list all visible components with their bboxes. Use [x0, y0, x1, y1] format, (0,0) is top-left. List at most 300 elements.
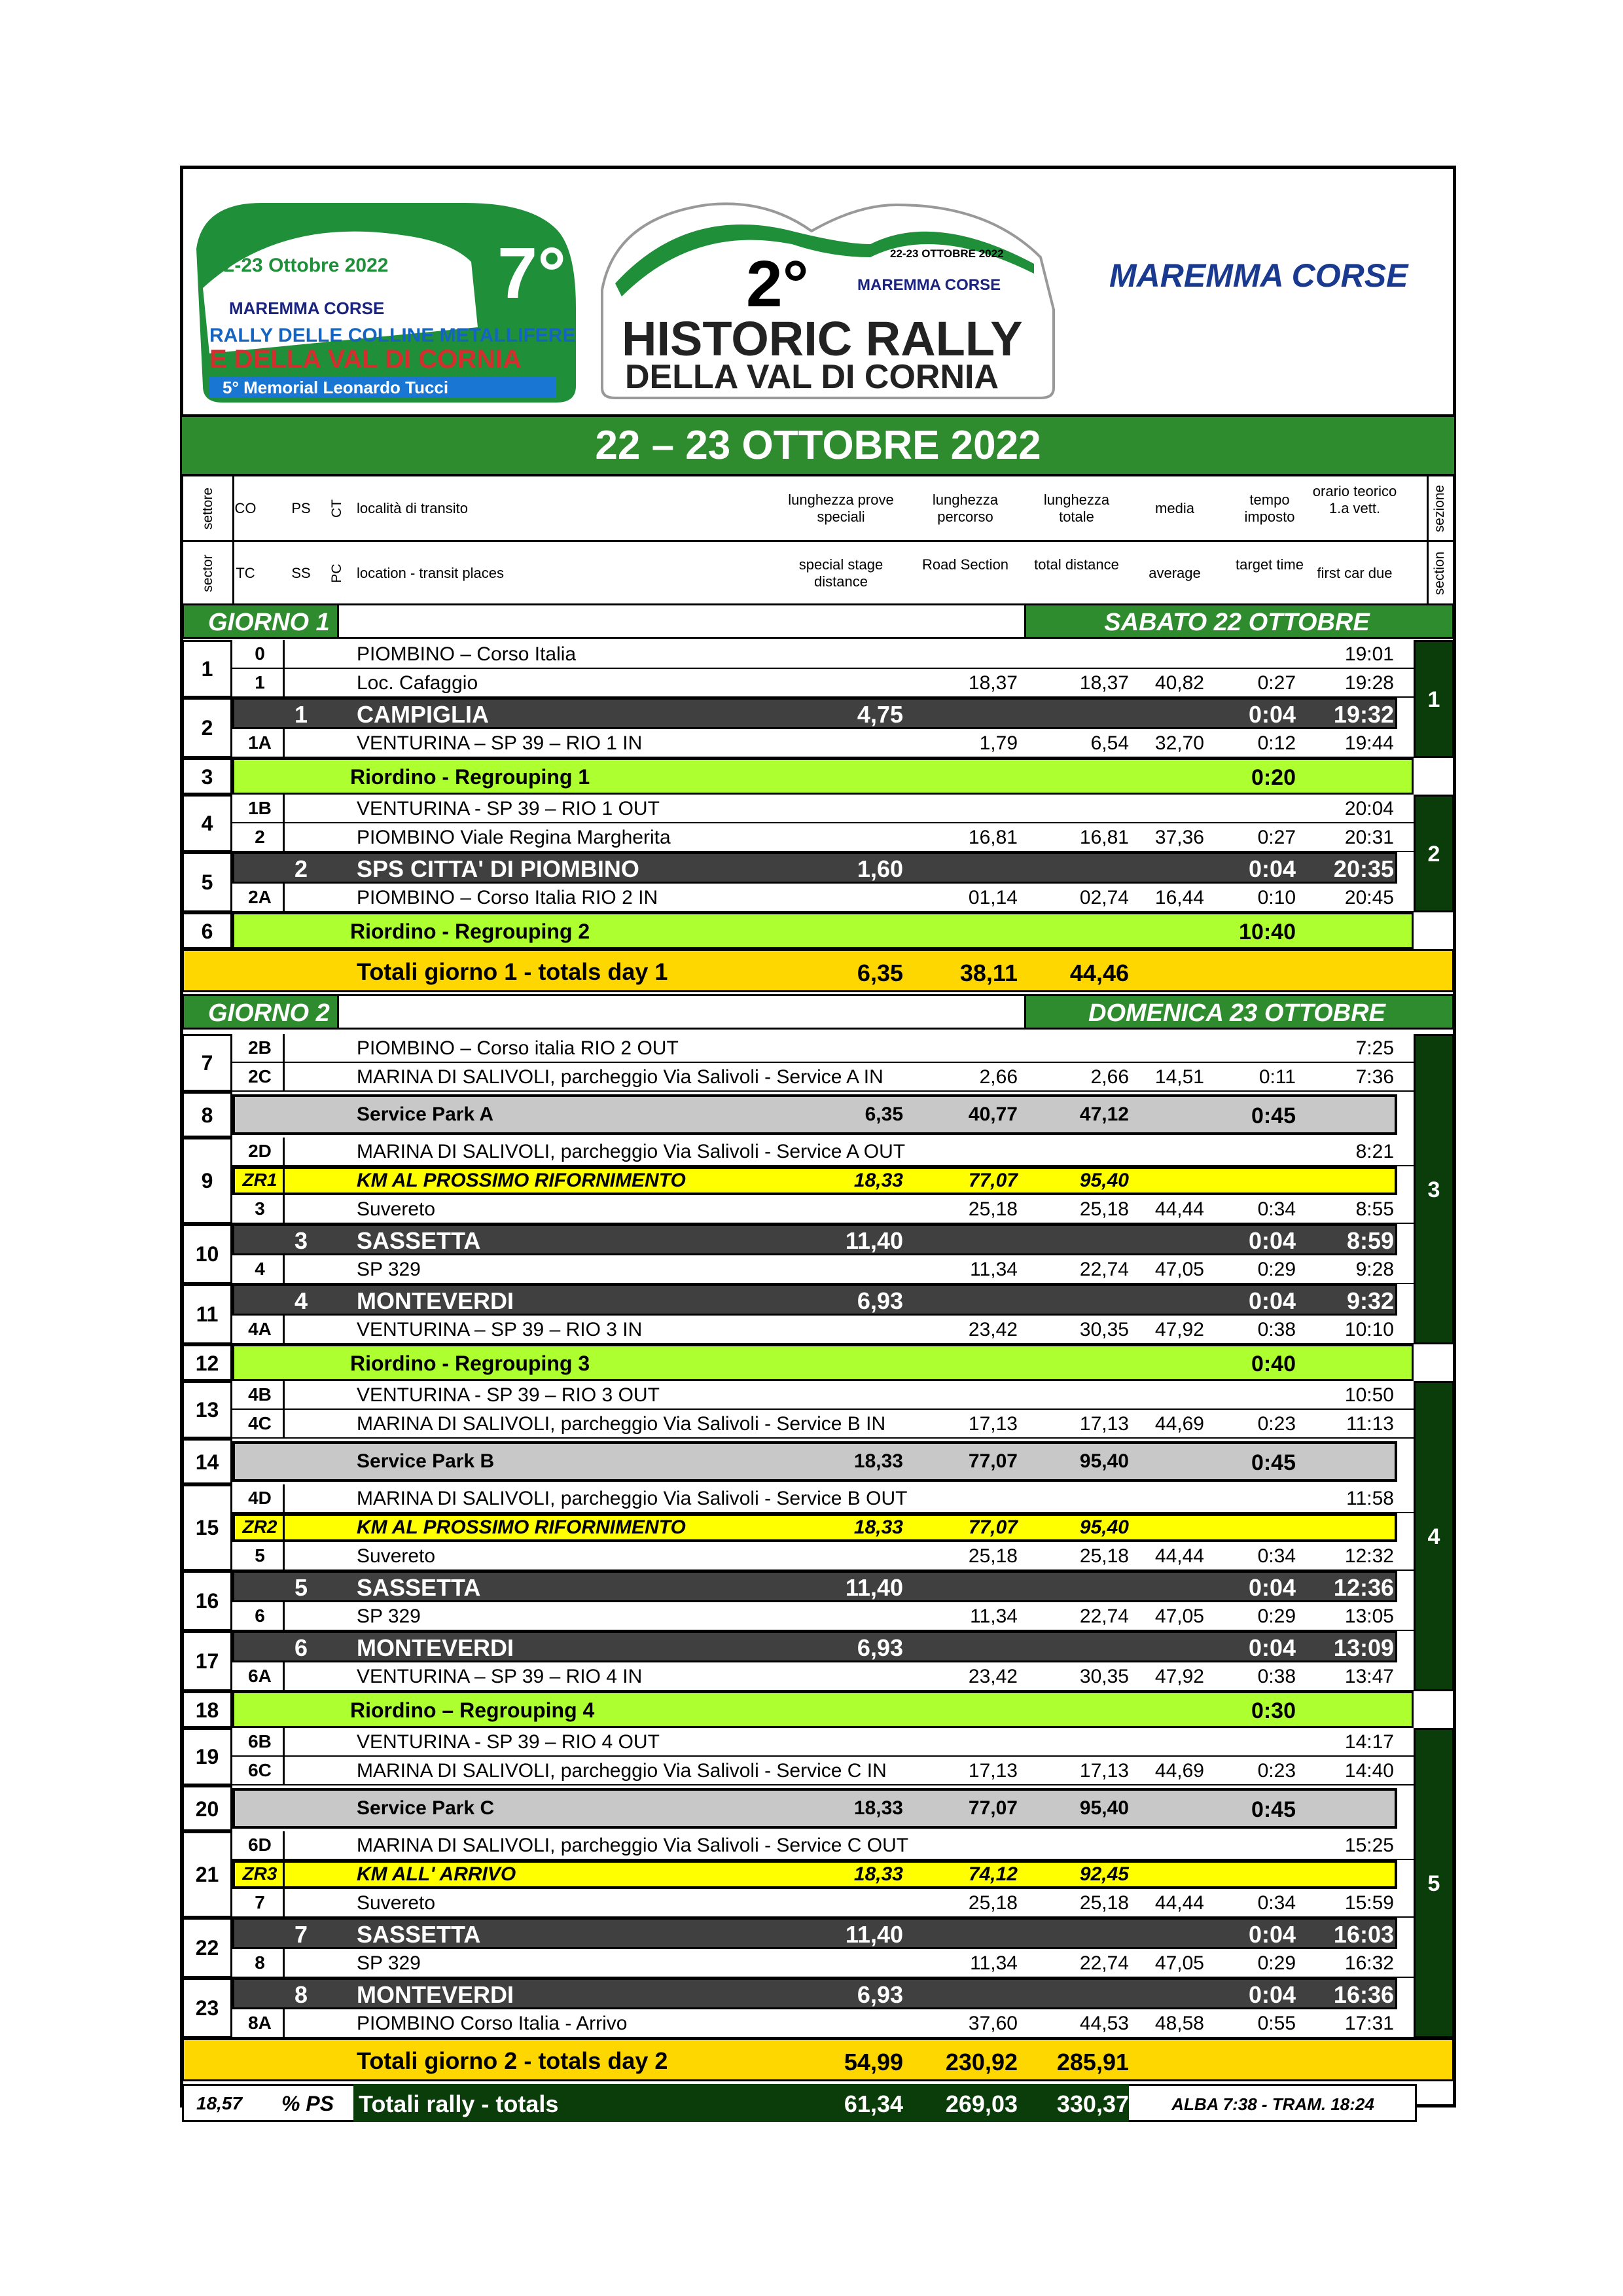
control-code: 1A — [248, 732, 272, 753]
target-time: 0:29 — [1257, 1605, 1296, 1627]
place-name: MARINA DI SALIVOLI, parcheggio Via Salivoli - Service C OUT — [357, 1835, 909, 1856]
totals-label: Totali giorno 2 - totals day 2 — [357, 2047, 668, 2074]
co-divider — [283, 1542, 285, 1571]
control-code: 2A — [248, 887, 272, 907]
stage-first-car: 9:32 — [1346, 1287, 1394, 1314]
sector-number: 10 — [195, 1242, 219, 1266]
day-date: DOMENICA 23 OTTOBRE — [1088, 999, 1385, 1027]
co-divider — [283, 1316, 285, 1344]
target-time: 0:11 — [1258, 1066, 1296, 1088]
first-car-due: 16:32 — [1344, 1952, 1394, 1974]
road-distance: 77,07 — [968, 1516, 1018, 1538]
sector-number: 22 — [195, 1936, 219, 1960]
header-it-ps-len: lunghezza prove speciali — [788, 491, 894, 525]
co-divider — [283, 1831, 285, 1860]
road-distance: 37,60 — [968, 2013, 1018, 2034]
average-speed: 40,82 — [1154, 672, 1204, 694]
header-en-road: Road Section — [921, 556, 1009, 573]
first-car-due: 15:25 — [1344, 1835, 1394, 1856]
title-bar — [182, 414, 1454, 476]
co-divider — [283, 1410, 285, 1439]
stage-number: 2 — [294, 855, 308, 882]
road-distance: 77,07 — [968, 1170, 1018, 1191]
target-time: 0:38 — [1257, 1666, 1296, 1687]
sector-number: 18 — [195, 1698, 219, 1722]
total-distance: 22,74 — [1079, 1952, 1129, 1974]
service-ps: 18,33 — [853, 1797, 903, 1819]
stage-distance: 1,60 — [857, 855, 903, 882]
place-name: VENTURINA – SP 39 – RIO 1 IN — [357, 732, 643, 754]
sector-number: 17 — [195, 1649, 219, 1673]
road-distance: 01,14 — [968, 887, 1018, 908]
logo1-org: MAREMMA CORSE — [229, 298, 385, 318]
row-rule — [232, 1755, 1414, 1757]
service-total: 95,40 — [1079, 1450, 1129, 1472]
logo2-line2: DELLA VAL DI CORNIA — [625, 358, 999, 396]
header-en-section: section — [1432, 551, 1447, 595]
control-code: 2 — [255, 827, 265, 847]
totals-total: 285,91 — [1056, 2049, 1129, 2075]
sector-number: 9 — [201, 1169, 213, 1193]
sector-number: 11 — [196, 1302, 219, 1326]
place-name: MARINA DI SALIVOLI, parcheggio Via Salivoli - Service A OUT — [357, 1141, 906, 1162]
stage-first-car: 20:35 — [1333, 855, 1394, 882]
average-speed: 47,92 — [1154, 1319, 1204, 1340]
regroup-label: Riordino - Regrouping 1 — [350, 765, 590, 789]
target-time: 0:34 — [1257, 1198, 1296, 1220]
stage-distance: 11,40 — [845, 1921, 903, 1948]
road-distance: 11,34 — [970, 1259, 1018, 1280]
service-park-label: Service Park C — [357, 1797, 495, 1819]
logo1-edition: 7° — [497, 233, 567, 314]
regroup-time: 0:40 — [1251, 1352, 1296, 1376]
control-code: ZR2 — [242, 1516, 277, 1537]
header-it-co: CO — [234, 499, 257, 516]
stage-number: 1 — [294, 701, 308, 728]
stage-time: 0:04 — [1248, 1574, 1296, 1601]
place-name: KM ALL' ARRIVO — [357, 1863, 516, 1885]
total-distance: 02,74 — [1079, 887, 1129, 908]
target-time: 0:55 — [1257, 2013, 1296, 2034]
first-car-due: 12:32 — [1344, 1545, 1394, 1567]
stage-first-car: 16:03 — [1333, 1921, 1394, 1948]
average-speed: 16,44 — [1154, 887, 1204, 908]
stage-number: 3 — [294, 1227, 308, 1254]
place-name: SP 329 — [357, 1259, 421, 1280]
total-distance: 25,18 — [1079, 1198, 1129, 1220]
service-total: 95,40 — [1079, 1797, 1129, 1819]
target-time: 0:23 — [1257, 1760, 1296, 1782]
stage-first-car: 12:36 — [1333, 1574, 1394, 1601]
header-it-avg: media — [1155, 499, 1194, 516]
header-divider — [1427, 476, 1429, 540]
page-title: 22 – 23 OTTOBRE 2022 — [595, 423, 1041, 468]
logo1-line3: 5° Memorial Leonardo Tucci — [223, 378, 449, 397]
place-name: SP 329 — [357, 1952, 421, 1974]
place-name: Suvereto — [357, 1892, 436, 1914]
logo1-line1: RALLY DELLE COLLINE METALLIFERE — [209, 325, 576, 346]
sector-number: 15 — [195, 1516, 219, 1539]
control-code: 8A — [248, 2013, 272, 2033]
header-en-total: total distance — [1034, 556, 1119, 573]
total-distance: 95,40 — [1079, 1516, 1129, 1538]
logo2-edition: 2° — [746, 247, 809, 321]
first-car-due: 14:40 — [1344, 1760, 1394, 1782]
average-speed: 44,69 — [1154, 1413, 1204, 1435]
control-code: 1B — [248, 798, 272, 818]
place-name: PIOMBINO – Corso Italia RIO 2 IN — [357, 887, 658, 908]
place-name: MARINA DI SALIVOLI, parcheggio Via Salivoli - Service B IN — [357, 1413, 886, 1435]
first-car-due: 19:44 — [1344, 732, 1394, 754]
co-divider — [283, 1381, 285, 1410]
average-speed: 44,44 — [1154, 1892, 1204, 1914]
co-divider — [283, 1728, 285, 1757]
stage-number: 8 — [294, 1981, 308, 2008]
header-en-ps-len: special stage distance — [798, 556, 883, 590]
header-en-ct: PC — [329, 563, 344, 583]
place-name: VENTURINA – SP 39 – RIO 3 IN — [357, 1319, 643, 1340]
day-label: GIORNO 1 — [208, 609, 330, 636]
stage-name: CAMPIGLIA — [357, 701, 489, 728]
header-it-section: sezione — [1432, 484, 1447, 532]
co-divider — [283, 1860, 285, 1889]
average-speed: 47,05 — [1154, 1605, 1204, 1627]
total-distance: 16,81 — [1079, 827, 1129, 848]
stage-distance: 11,40 — [845, 1227, 903, 1254]
service-time: 0:45 — [1251, 1450, 1296, 1475]
place-name: KM AL PROSSIMO RIFORNIMENTO — [357, 1516, 686, 1538]
row-rule — [232, 1090, 1414, 1092]
road-distance: 74,12 — [968, 1863, 1018, 1885]
logo1-line2: E DELLA VAL DI CORNIA — [209, 345, 522, 374]
total-distance: 95,40 — [1079, 1170, 1129, 1191]
road-distance: 11,34 — [970, 1952, 1018, 1974]
place-name: PIOMBINO – Corso Italia — [357, 643, 577, 665]
co-divider — [283, 1513, 285, 1542]
ps-distance: 18,33 — [853, 1863, 903, 1885]
totals-ps: 6,35 — [857, 960, 903, 986]
co-divider — [283, 2009, 285, 2038]
place-name: VENTURINA - SP 39 – RIO 1 OUT — [357, 798, 660, 819]
service-time: 0:45 — [1251, 1103, 1296, 1128]
row-rule — [232, 822, 1414, 823]
regroup-time: 0:30 — [1251, 1698, 1296, 1723]
first-car-due: 11:58 — [1346, 1488, 1394, 1509]
stage-name: SPS CITTA' DI PIOMBINO — [357, 855, 639, 882]
stage-distance: 6,93 — [857, 1981, 903, 2008]
total-distance: 22,74 — [1079, 1605, 1129, 1627]
co-divider — [283, 1662, 285, 1691]
logo2-line1: HISTORIC RALLY — [622, 312, 1023, 366]
first-car-due: 10:50 — [1344, 1384, 1394, 1406]
row-rule — [232, 1784, 1414, 1785]
road-distance: 25,18 — [968, 1545, 1018, 1567]
sector-number: 7 — [201, 1051, 213, 1075]
control-code: 3 — [255, 1198, 265, 1219]
regroup-label: Riordino - Regrouping 3 — [350, 1352, 590, 1375]
co-divider — [283, 1484, 285, 1513]
average-speed: 47,05 — [1154, 1259, 1204, 1280]
row-rule — [232, 1437, 1414, 1439]
control-code: 5 — [255, 1545, 265, 1566]
average-speed: 37,36 — [1154, 827, 1204, 848]
place-name: Suvereto — [357, 1545, 436, 1567]
average-speed: 14,51 — [1154, 1066, 1204, 1088]
first-car-due: 7:36 — [1355, 1066, 1394, 1088]
sector-number: 23 — [195, 1996, 219, 2020]
first-car-due: 10:10 — [1344, 1319, 1394, 1340]
road-distance: 23,42 — [968, 1666, 1018, 1687]
sector-number: 4 — [201, 812, 213, 835]
co-divider — [283, 1195, 285, 1224]
day-label: GIORNO 2 — [208, 999, 330, 1027]
total-distance: 25,18 — [1079, 1545, 1129, 1567]
header-en-settore: sector — [200, 554, 215, 592]
target-time: 0:34 — [1257, 1545, 1296, 1567]
sector-number: 3 — [201, 765, 213, 789]
stage-number: 6 — [294, 1634, 308, 1661]
total-distance: 25,18 — [1079, 1892, 1129, 1914]
totals-road: 38,11 — [959, 960, 1018, 986]
place-name: MARINA DI SALIVOLI, parcheggio Via Salivoli - Service C IN — [357, 1760, 887, 1782]
header-en-place: location - transit places — [357, 564, 504, 581]
road-distance: 25,18 — [968, 1892, 1018, 1914]
historic-rally-logo — [596, 192, 1063, 404]
average-speed: 44,44 — [1154, 1545, 1204, 1567]
service-ps: 18,33 — [853, 1450, 903, 1472]
road-distance: 25,18 — [968, 1198, 1018, 1220]
control-code: 4C — [248, 1413, 272, 1433]
co-divider — [283, 795, 285, 823]
stage-number: 7 — [294, 1921, 308, 1948]
service-ps: 6,35 — [865, 1103, 903, 1125]
sector-number: 14 — [195, 1450, 219, 1474]
stage-time: 0:04 — [1248, 1981, 1296, 2008]
total-distance: 2,66 — [1090, 1066, 1129, 1088]
first-car-due: 17:31 — [1344, 2013, 1394, 2034]
totals-road: 230,92 — [945, 2049, 1018, 2075]
road-distance: 11,34 — [970, 1605, 1018, 1627]
header-it-place: località di transito — [357, 499, 468, 516]
target-time: 0:34 — [1257, 1892, 1296, 1914]
first-car-due: 13:05 — [1344, 1605, 1394, 1627]
header-rule — [182, 540, 1454, 542]
stage-first-car: 16:36 — [1333, 1981, 1394, 2008]
place-name: PIOMBINO Viale Regina Margherita — [357, 827, 671, 848]
row-rule — [232, 668, 1414, 669]
sector-number: 19 — [195, 1745, 219, 1768]
footer-road: 269,03 — [945, 2090, 1018, 2117]
sector-number: 2 — [201, 716, 213, 740]
control-code: 6B — [248, 1731, 272, 1751]
stage-name: SASSETTA — [357, 1227, 481, 1254]
sector-number: 8 — [201, 1103, 213, 1127]
total-distance: 92,45 — [1079, 1863, 1129, 1885]
control-code: 6D — [248, 1835, 272, 1855]
total-distance: 30,35 — [1079, 1319, 1129, 1340]
stage-time: 0:04 — [1248, 701, 1296, 728]
road-distance: 18,37 — [968, 672, 1018, 694]
header-en-co: TC — [236, 564, 255, 581]
average-speed: 47,05 — [1154, 1952, 1204, 1974]
stage-first-car: 19:32 — [1333, 701, 1394, 728]
first-car-due: 7:25 — [1355, 1037, 1394, 1059]
service-time: 0:45 — [1251, 1797, 1296, 1822]
road-distance: 17,13 — [968, 1413, 1018, 1435]
total-distance: 17,13 — [1079, 1760, 1129, 1782]
logo3-text: MAREMMA CORSE — [1109, 257, 1408, 294]
regroup-label: Riordino – Regrouping 4 — [350, 1698, 595, 1722]
target-time: 0:29 — [1257, 1259, 1296, 1280]
section-number: 5 — [1427, 1871, 1440, 1896]
control-code: 4B — [248, 1384, 272, 1405]
regroup-time: 0:20 — [1251, 765, 1296, 790]
sector-number: 12 — [195, 1352, 219, 1375]
control-code: 2B — [248, 1037, 272, 1058]
target-time: 0:10 — [1257, 887, 1296, 908]
place-name: VENTURINA - SP 39 – RIO 3 OUT — [357, 1384, 660, 1406]
ps-distance: 18,33 — [853, 1516, 903, 1538]
total-distance: 18,37 — [1079, 672, 1129, 694]
stage-time: 0:04 — [1248, 855, 1296, 882]
total-distance: 44,53 — [1079, 2013, 1129, 2034]
co-divider — [283, 1138, 285, 1166]
first-car-due: 11:13 — [1346, 1413, 1394, 1435]
regroup-label: Riordino - Regrouping 2 — [350, 920, 590, 943]
first-car-due: 8:21 — [1355, 1141, 1394, 1162]
section-number: 2 — [1427, 842, 1440, 867]
co-divider — [283, 1034, 285, 1063]
road-distance: 16,81 — [968, 827, 1018, 848]
co-divider — [283, 640, 285, 669]
totals-total: 44,46 — [1069, 960, 1129, 986]
control-code: 6A — [248, 1666, 272, 1686]
co-divider — [283, 1166, 285, 1195]
target-time: 0:12 — [1257, 732, 1296, 754]
road-distance: 23,42 — [968, 1319, 1018, 1340]
footer-ps-label: % PS — [281, 2092, 334, 2115]
stage-time: 0:04 — [1248, 1921, 1296, 1948]
first-car-due: 19:28 — [1344, 672, 1394, 694]
first-car-due: 15:59 — [1344, 1892, 1394, 1914]
footer-total: 330,37 — [1056, 2090, 1129, 2117]
stage-distance: 4,75 — [857, 701, 903, 728]
ps-distance: 18,33 — [853, 1170, 903, 1191]
sector-number: 16 — [195, 1589, 219, 1613]
service-road: 77,07 — [968, 1797, 1018, 1819]
footer-ps-percent: 18,57 — [196, 2093, 243, 2113]
co-divider — [283, 823, 285, 852]
road-distance: 2,66 — [979, 1066, 1018, 1088]
stage-name: SASSETTA — [357, 1921, 481, 1948]
footer-sunrise-sunset: ALBA 7:38 - TRAM. 18:24 — [1171, 2094, 1374, 2114]
stage-time: 0:04 — [1248, 1634, 1296, 1661]
stage-name: MONTEVERDI — [357, 1287, 514, 1314]
sector-number: 1 — [201, 657, 213, 681]
co-divider — [283, 1889, 285, 1918]
stage-number: 5 — [294, 1574, 308, 1601]
control-code: 6C — [248, 1760, 272, 1780]
control-code: 2D — [248, 1141, 272, 1161]
place-name: Suvereto — [357, 1198, 436, 1220]
average-speed: 48,58 — [1154, 2013, 1204, 2034]
first-car-due: 19:01 — [1344, 643, 1394, 665]
section-number: 1 — [1427, 687, 1440, 712]
header-divider — [1427, 542, 1429, 604]
footer-ps: 61,34 — [844, 2090, 903, 2117]
stage-name: MONTEVERDI — [357, 1634, 514, 1661]
co-divider — [283, 1602, 285, 1631]
sector-number: 13 — [195, 1398, 219, 1422]
stage-distance: 11,40 — [845, 1574, 903, 1601]
first-car-due: 9:28 — [1355, 1259, 1394, 1280]
header-it-time: tempo imposto — [1244, 491, 1295, 525]
logo1-dates: 22-23 Ottobre 2022 — [213, 255, 389, 276]
header-en-ps: SS — [291, 564, 311, 581]
first-car-due: 8:55 — [1355, 1198, 1394, 1220]
stage-number: 4 — [294, 1287, 308, 1314]
header-en-time: target time — [1236, 556, 1304, 573]
place-name: VENTURINA – SP 39 – RIO 4 IN — [357, 1666, 643, 1687]
logo2-org: MAREMMA CORSE — [857, 276, 1001, 294]
header-it-ps: PS — [291, 499, 311, 516]
total-distance: 6,54 — [1090, 732, 1129, 754]
sector-number: 20 — [195, 1797, 219, 1821]
day-date: SABATO 22 OTTOBRE — [1104, 609, 1370, 636]
stage-distance: 6,93 — [857, 1287, 903, 1314]
control-code: 4A — [248, 1319, 272, 1339]
place-name: PIOMBINO Corso Italia - Arrivo — [357, 2013, 628, 2034]
control-code: 0 — [255, 643, 265, 664]
co-divider — [283, 884, 285, 912]
regroup-time: 10:40 — [1239, 920, 1296, 944]
co-divider — [283, 1063, 285, 1092]
service-park-label: Service Park A — [357, 1103, 494, 1125]
control-code: 8 — [255, 1952, 265, 1973]
header-it-road: lunghezza percorso — [932, 491, 999, 525]
road-distance: 1,79 — [979, 732, 1018, 754]
stage-name: MONTEVERDI — [357, 1981, 514, 2008]
service-road: 40,77 — [968, 1103, 1018, 1125]
header-it-total: lunghezza totale — [1043, 491, 1110, 525]
first-car-due: 13:47 — [1344, 1666, 1394, 1687]
target-time: 0:38 — [1257, 1319, 1296, 1340]
place-name: KM AL PROSSIMO RIFORNIMENTO — [357, 1170, 686, 1191]
control-code: ZR1 — [242, 1170, 277, 1190]
totals-label: Totali giorno 1 - totals day 1 — [357, 958, 668, 985]
stage-first-car: 8:59 — [1346, 1227, 1394, 1254]
co-divider — [283, 1255, 285, 1284]
control-code: ZR3 — [242, 1863, 277, 1884]
service-road: 77,07 — [968, 1450, 1018, 1472]
total-distance: 30,35 — [1079, 1666, 1129, 1687]
service-total: 47,12 — [1079, 1103, 1129, 1125]
co-divider — [283, 1949, 285, 1978]
average-speed: 32,70 — [1154, 732, 1204, 754]
header-it-settore: settore — [200, 487, 215, 529]
place-name: MARINA DI SALIVOLI, parcheggio Via Salivoli - Service A IN — [357, 1066, 883, 1088]
control-code: 7 — [255, 1892, 265, 1912]
header-it-first: orario teorico 1.a vett. — [1312, 482, 1397, 516]
maremma-corse-logo — [1106, 249, 1420, 301]
totals-ps: 54,99 — [844, 2049, 903, 2075]
footer-label: Totali rally - totals — [359, 2090, 559, 2117]
place-name: Loc. Cafaggio — [357, 672, 478, 694]
rally-colline-logo — [190, 190, 582, 406]
target-time: 0:27 — [1257, 672, 1296, 694]
logo2-dates: 22-23 OTTOBRE 2022 — [890, 247, 1004, 260]
average-speed: 47,92 — [1154, 1666, 1204, 1687]
